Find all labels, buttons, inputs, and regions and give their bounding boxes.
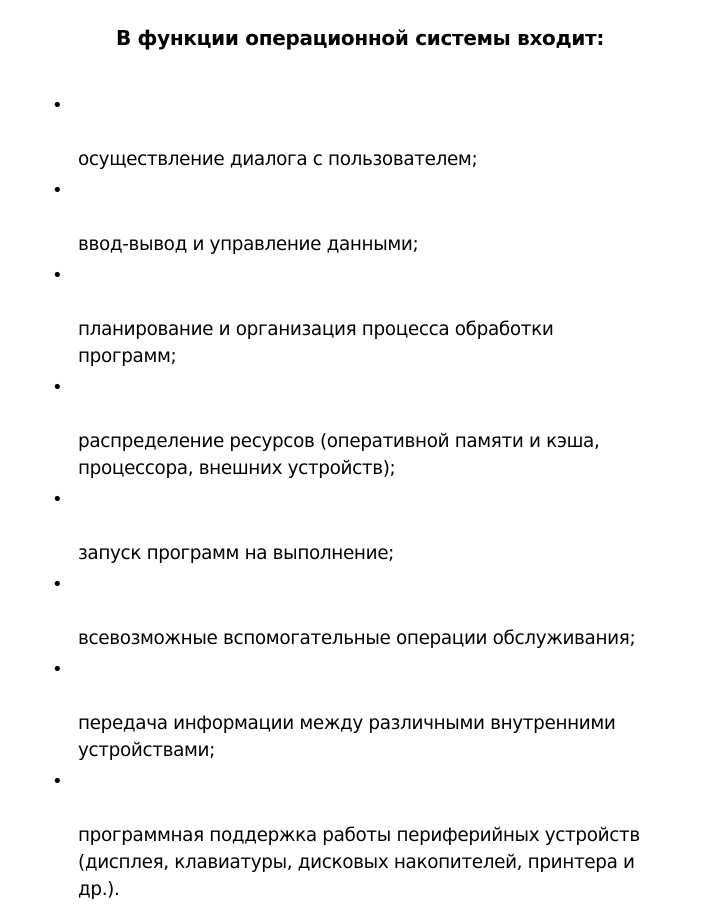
bullet-icon: •	[52, 265, 63, 286]
bullet-icon: •	[52, 489, 63, 510]
slide-title: В функции операционной системы входит:	[115, 26, 605, 50]
bullet-icon: •	[52, 180, 63, 201]
bullet-text: ввод-вывод и управление данными;	[78, 234, 419, 255]
bullet-list	[52, 92, 700, 907]
bullet-text: всевозможные вспомогательные операции обслуживания;	[78, 628, 636, 649]
bullet-text: запуск программ на выполнение;	[78, 543, 395, 564]
bullet-icon: •	[52, 574, 63, 595]
bullet-item-7	[52, 656, 700, 764]
bullet-item-2	[52, 177, 700, 258]
bullet-text: передача информации между различными внутренними устройствами;	[78, 713, 616, 761]
bullet-icon: •	[52, 377, 63, 398]
bullet-item-3	[52, 262, 700, 370]
bullet-item-4	[52, 374, 700, 482]
bullet-icon: •	[52, 95, 63, 116]
bullet-text: осуществление диалога с пользователем;	[78, 149, 478, 170]
bullet-item-6	[52, 571, 700, 652]
bullet-item-8	[52, 768, 700, 903]
bullet-icon: •	[52, 659, 63, 680]
bullet-text: планирование и организация процесса обработки программ;	[78, 319, 554, 367]
bullet-icon: •	[52, 771, 63, 792]
bullet-item-1	[52, 92, 700, 173]
bullet-item-5	[52, 486, 700, 567]
bullet-text: программная поддержка работы периферийных устройств (дисплея, клавиатуры, дисковых накопителей, принтера и др.).	[78, 825, 640, 900]
bullet-text: распределение ресурсов (оперативной памяти и кэша, процессора, внешних устройств);	[78, 431, 600, 479]
